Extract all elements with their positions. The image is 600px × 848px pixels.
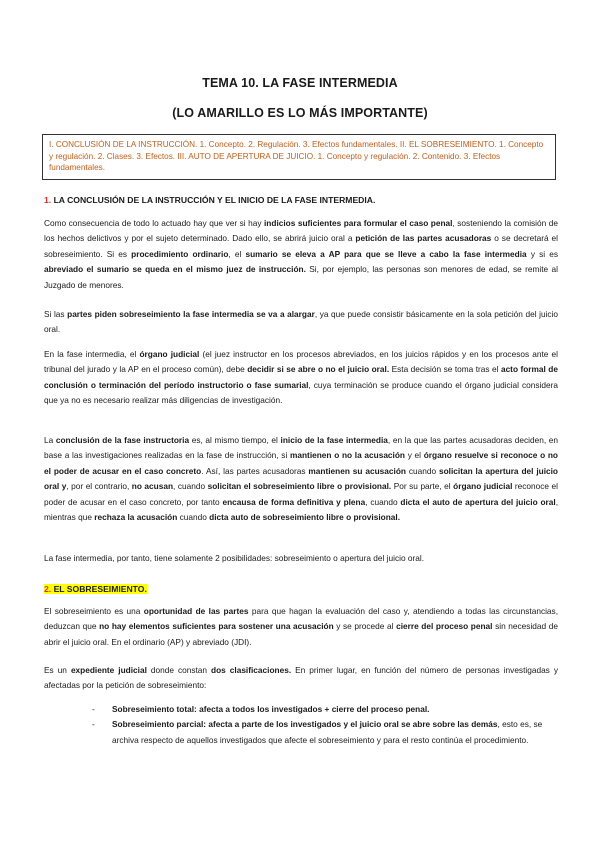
bold-text-run: dicta auto de sobreseimiento libre o provisional. xyxy=(209,512,401,523)
text-run: para que hagan la evaluación del caso y, atendiendo a todas las circunstancias, deduzcan que xyxy=(44,606,558,632)
text-run: reconoce el poder de acusar en el caso concreto, por tanto xyxy=(44,481,558,507)
section-2-title: EL SOBRESEIMIENTO. xyxy=(53,584,147,594)
bold-text-run: decidir si se abre o no el juicio oral. xyxy=(247,364,390,375)
text-run: Si, por ejemplo, las personas son menores de edad, se remite al Juzgado de menores. xyxy=(44,264,558,290)
text-run: donde constan xyxy=(146,665,212,675)
text-run: , el xyxy=(228,248,246,259)
text-run: , cuando xyxy=(173,481,208,492)
text-run: Como consecuencia de todo lo actuado hay que ver si hay xyxy=(44,218,264,228)
text-run: cuando xyxy=(177,512,210,523)
paragraph-7 xyxy=(44,663,558,694)
text-run: , ya que puede consistir básicamente en la sola petición del juicio oral. xyxy=(44,309,559,335)
text-run: , en la que las partes acusadoras deciden, en base a las investigaciones realizadas en la fase de instrucción, si xyxy=(44,435,559,461)
bold-text-run: cierre del proceso penal xyxy=(396,621,493,632)
list-item-total xyxy=(92,702,558,717)
bold-text-run: órgano resuelve si reconoce o no el poder de acusar en el caso concreto xyxy=(44,450,558,476)
section-1-heading xyxy=(44,195,375,205)
bold-text-run: órgano judicial xyxy=(139,349,200,359)
bold-text-run: inicio de la fase intermedia xyxy=(280,435,388,445)
text-run: , cuya terminación se produce cuando el órgano judicial considera que ya no es necesario realizar más diligencias de investigación. xyxy=(44,379,558,406)
paragraph-4 xyxy=(44,433,558,525)
bold-text-run: dicta el auto de apertura del juicio oral xyxy=(400,496,556,507)
bold-text-run: no hay elementos suficientes para sostener una acusación xyxy=(99,621,334,632)
paragraph-2 xyxy=(44,307,558,338)
text-run: En la fase intermedia, el xyxy=(44,349,140,359)
paragraph-3 xyxy=(44,347,558,409)
text-run: , esto es, se archiva respecto de aquellos investigados que afecte el sobreseimiento y para el resto continúa el procedimiento. xyxy=(112,719,543,745)
bold-text-run: Sobreseimiento total: afecta a todos los investigados + cierre del proceso penal. xyxy=(112,704,430,714)
bold-text-run: solicitan el sobreseimiento libre o provisional. xyxy=(207,481,392,492)
bold-text-run: rechaza la acusación xyxy=(94,512,178,523)
bold-text-run: encausa de forma definitiva y plena xyxy=(222,496,366,507)
list-item-parcial xyxy=(92,717,558,748)
section-1-number: 1. xyxy=(44,195,52,205)
page-subtitle: (LO AMARILLO ES LO MÁS IMPORTANTE) xyxy=(172,106,428,120)
text-run: Es un xyxy=(44,665,71,675)
bold-text-run: mantienen su acusación xyxy=(308,465,406,476)
bold-text-run: Sobreseimiento parcial: afecta a parte de los investigados y el juicio oral se abre sobre las demás xyxy=(112,719,498,730)
bold-text-run: solicitan la apertura del juicio oral y xyxy=(44,465,558,492)
text-run: El sobreseimiento es una xyxy=(44,606,144,616)
text-run: y si es xyxy=(526,248,558,259)
text-run: cuando xyxy=(405,465,439,476)
bold-text-run: indicios suficientes para formular el caso penal xyxy=(264,218,453,228)
bold-text-run: procedimiento ordinario xyxy=(131,248,229,259)
text-run: La fase intermedia, por tanto, tiene solamente 2 posibilidades: sobreseimiento o apertura del juicio oral. xyxy=(44,553,425,563)
text-run: La xyxy=(44,435,56,445)
table-of-contents: I. CONCLUSIÓN DE LA INSTRUCCIÓN. 1. Concepto. 2. Regulación. 3. Efectos fundamentales. II. EL SOBRESEIMIENTO. 1. Concepto y regulación. 2. Clases. 3. Efectos. III. AUTO DE APERTURA DE JUICIO. 1. Concepto y regulación. 2. Contenido. 3. Efectos fundamentales. xyxy=(42,134,556,180)
section-2-number: 2. xyxy=(44,584,52,594)
section-2-highlight xyxy=(44,584,147,594)
text-run: , mientras que xyxy=(44,496,558,523)
section-1-title: LA CONCLUSIÓN DE LA INSTRUCCIÓN Y EL INICIO DE LA FASE INTERMEDIA. xyxy=(53,195,376,205)
bold-text-run: acto formal de conclusión o terminación del período instructorio o fase sumarial xyxy=(44,364,558,390)
bold-text-run: petición de las partes acusadoras xyxy=(355,233,492,244)
text-run: . Así, las partes acusadoras xyxy=(201,465,309,476)
bold-text-run: dos clasificaciones. xyxy=(211,665,292,675)
text-run: (el juez instructor en los procesos abreviados, en los juicios rápidos y en los procesos ante el tribunal del jurado y la AP en el proceso común), debe xyxy=(44,349,558,375)
paragraph-1 xyxy=(44,216,558,293)
text-run: sin necesidad de abrir el juicio oral. En el ordinario (AP) y abreviado (JDI). xyxy=(44,621,558,647)
text-run: o se decretará el sobreseimiento. Si es xyxy=(44,233,558,259)
bold-text-run: expediente judicial xyxy=(70,665,147,675)
paragraph-6 xyxy=(44,604,558,650)
text-run: y el xyxy=(405,450,424,461)
page-title: TEMA 10. LA FASE INTERMEDIA xyxy=(202,76,398,90)
text-run: Esta decisión se toma tras el xyxy=(389,364,501,375)
sobreseimiento-list xyxy=(92,702,558,748)
bold-text-run: abreviado el sumario se queda en el mismo juez de instrucción. xyxy=(44,264,306,275)
bold-text-run: oportunidad de las partes xyxy=(143,606,249,616)
text-run: es, al mismo tiempo, el xyxy=(189,435,281,445)
text-run: , sosteniendo la comisión de los hechos delictivos y por el sujeto determinado. Dado ello, se abrirá juicio oral a xyxy=(44,218,559,244)
text-run: , cuando xyxy=(365,496,401,507)
bold-text-run: órgano judicial xyxy=(453,481,513,492)
text-run: y se procede al xyxy=(333,621,397,632)
text-run: En primer lugar, en función del número de personas investigadas y afectadas por la petición de sobreseimiento: xyxy=(44,665,558,691)
section-2-heading xyxy=(44,584,147,594)
bold-text-run: no acusan xyxy=(131,481,174,492)
paragraph-5 xyxy=(44,551,558,566)
bold-text-run: conclusión de la fase instructoria xyxy=(55,435,190,445)
bold-text-run: partes piden sobreseimiento la fase intermedia se va a alargar xyxy=(67,309,315,319)
bold-text-run: mantienen o no la acusación xyxy=(290,450,405,461)
bold-text-run: sumario se eleva a AP para que se lleve a cabo la fase intermedia xyxy=(245,248,527,259)
text-run: Si las xyxy=(44,309,68,319)
text-run: , por el contrario, xyxy=(66,481,132,492)
text-run: Por su parte, el xyxy=(391,481,454,492)
